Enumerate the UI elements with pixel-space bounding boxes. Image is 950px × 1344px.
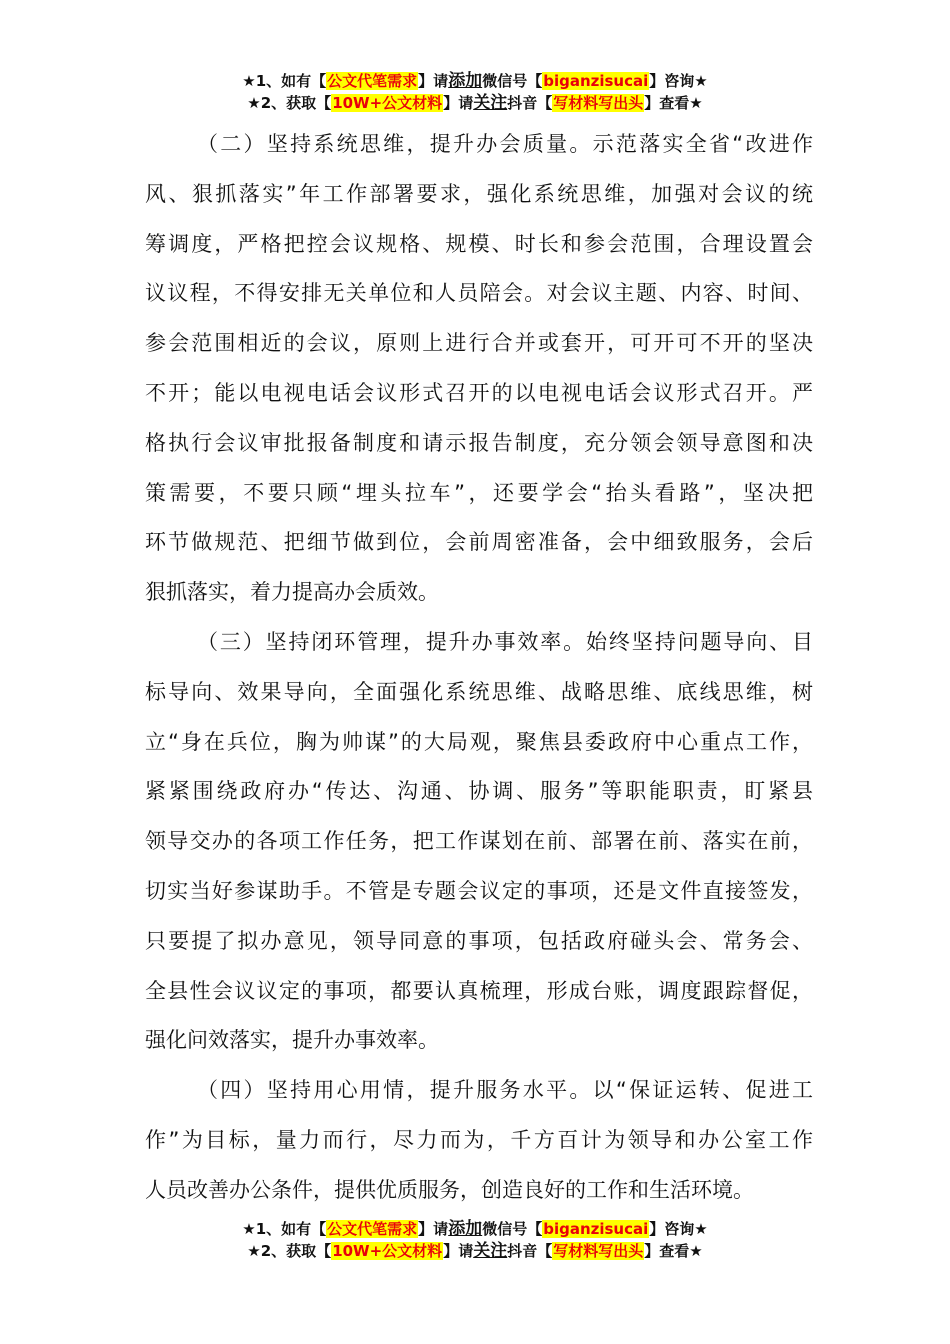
promo-text: 抖音【 — [507, 1242, 553, 1260]
highlight-wechat-id: biganzisucai — [543, 72, 649, 90]
promo-emphasis: 添加 — [448, 71, 483, 91]
document-body — [145, 120, 813, 1216]
promo-text: 】咨询★ — [649, 1220, 708, 1238]
promo-line-2 — [0, 92, 950, 114]
text-line: 只要提了拟办意见，领导同意的事项，包括政府碰头会、常务会、 — [145, 928, 813, 953]
promo-text: 微信号【 — [482, 72, 543, 90]
promo-emphasis: 关注 — [473, 1241, 508, 1261]
text-line: 强化问效落实，提升办事效率。 — [145, 1028, 439, 1053]
promo-text: 微信号【 — [482, 1220, 543, 1238]
promo-text: 】查看★ — [644, 94, 703, 112]
text-line: 参会范围相近的会议，原则上进行合并或套开，可开可不开的坚决 — [145, 331, 813, 356]
text-line: 格执行会议审批报备制度和请示报告制度，充分领会领导意图和决 — [145, 430, 813, 455]
text-line: 立“身在兵位，胸为帅谋”的大局观，聚焦县委政府中心重点工作， — [145, 729, 813, 754]
promo-text: 】查看★ — [644, 1242, 703, 1260]
promo-text: 】请 — [418, 1220, 449, 1238]
text-line: 议议程，不得安排无关单位和人员陪会。对会议主题、内容、时间、 — [145, 281, 813, 306]
promo-text: 】请 — [443, 94, 474, 112]
promo-text: ★2、获取【 — [247, 94, 332, 112]
text-line: 人员改善办公条件，提供优质服务，创造良好的工作和生活环境。 — [145, 1177, 754, 1202]
highlight-wechat-id: biganzisucai — [543, 1220, 649, 1238]
promo-line-1 — [0, 1218, 950, 1240]
text-line: 筹调度，严格把控会议规格、规模、时长和参会范围，合理设置会 — [145, 231, 813, 256]
text-line: （四）坚持用心用情，提升服务水平。以“保证运转、促进工 — [197, 1078, 813, 1103]
paragraph-2 — [145, 120, 813, 618]
promo-emphasis: 关注 — [473, 93, 508, 113]
highlight-materials: 10W+公文材料 — [332, 1242, 443, 1260]
promo-text: ★1、如有【 — [242, 72, 327, 90]
text-line: 紧紧围绕政府办“传达、沟通、协调、服务”等职能职责，盯紧县 — [145, 779, 813, 804]
text-line: （二）坚持系统思维，提升办会质量。示范落实全省“改进作 — [197, 132, 813, 156]
promo-text: ★1、如有【 — [242, 1220, 327, 1238]
text-line: 作”为目标，量力而行，尽力而为，千方百计为领导和办公室工作 — [145, 1127, 813, 1152]
text-line: （三）坚持闭环管理，提升办事效率。始终坚持问题导向、目 — [197, 629, 813, 654]
highlight-douyin-account: 写材料写出头 — [553, 1242, 644, 1260]
promo-banner-bottom — [0, 1218, 950, 1262]
text-line: 狠抓落实，着力提高办会质效。 — [145, 580, 439, 605]
text-line: 全县性会议议定的事项，都要认真梳理，形成台账，调度跟踪督促， — [145, 978, 813, 1003]
promo-line-2 — [0, 1240, 950, 1262]
text-line: 领导交办的各项工作任务，把工作谋划在前、部署在前、落实在前， — [145, 829, 813, 854]
highlight-service: 公文代笔需求 — [327, 1220, 418, 1238]
text-line: 环节做规范、把细节做到位，会前周密准备，会中细致服务，会后 — [145, 530, 813, 555]
text-line: 标导向、效果导向，全面强化系统思维、战略思维、底线思维，树 — [145, 679, 813, 704]
paragraph-3 — [145, 618, 813, 1066]
promo-line-1 — [0, 70, 950, 92]
promo-banner-top — [0, 70, 950, 114]
highlight-douyin-account: 写材料写出头 — [553, 94, 644, 112]
text-line: 策需要，不要只顾“埋头拉车”，还要学会“抬头看路”，坚决把 — [145, 480, 813, 505]
text-line: 不开；能以电视电话会议形式召开的以电视电话会议形式召开。严 — [145, 380, 813, 405]
promo-text: ★2、获取【 — [247, 1242, 332, 1260]
promo-text: 】请 — [418, 72, 449, 90]
promo-text: 】请 — [443, 1242, 474, 1260]
text-line: 切实当好参谋助手。不管是专题会议定的事项，还是文件直接签发， — [145, 878, 813, 903]
promo-emphasis: 添加 — [448, 1219, 483, 1239]
promo-text: 】咨询★ — [649, 72, 708, 90]
text-line: 风、狠抓落实”年工作部署要求，强化系统思维，加强对会议的统 — [145, 181, 813, 206]
highlight-materials: 10W+公文材料 — [332, 94, 443, 112]
promo-text: 抖音【 — [507, 94, 553, 112]
highlight-service: 公文代笔需求 — [327, 72, 418, 90]
paragraph-4 — [145, 1066, 813, 1215]
